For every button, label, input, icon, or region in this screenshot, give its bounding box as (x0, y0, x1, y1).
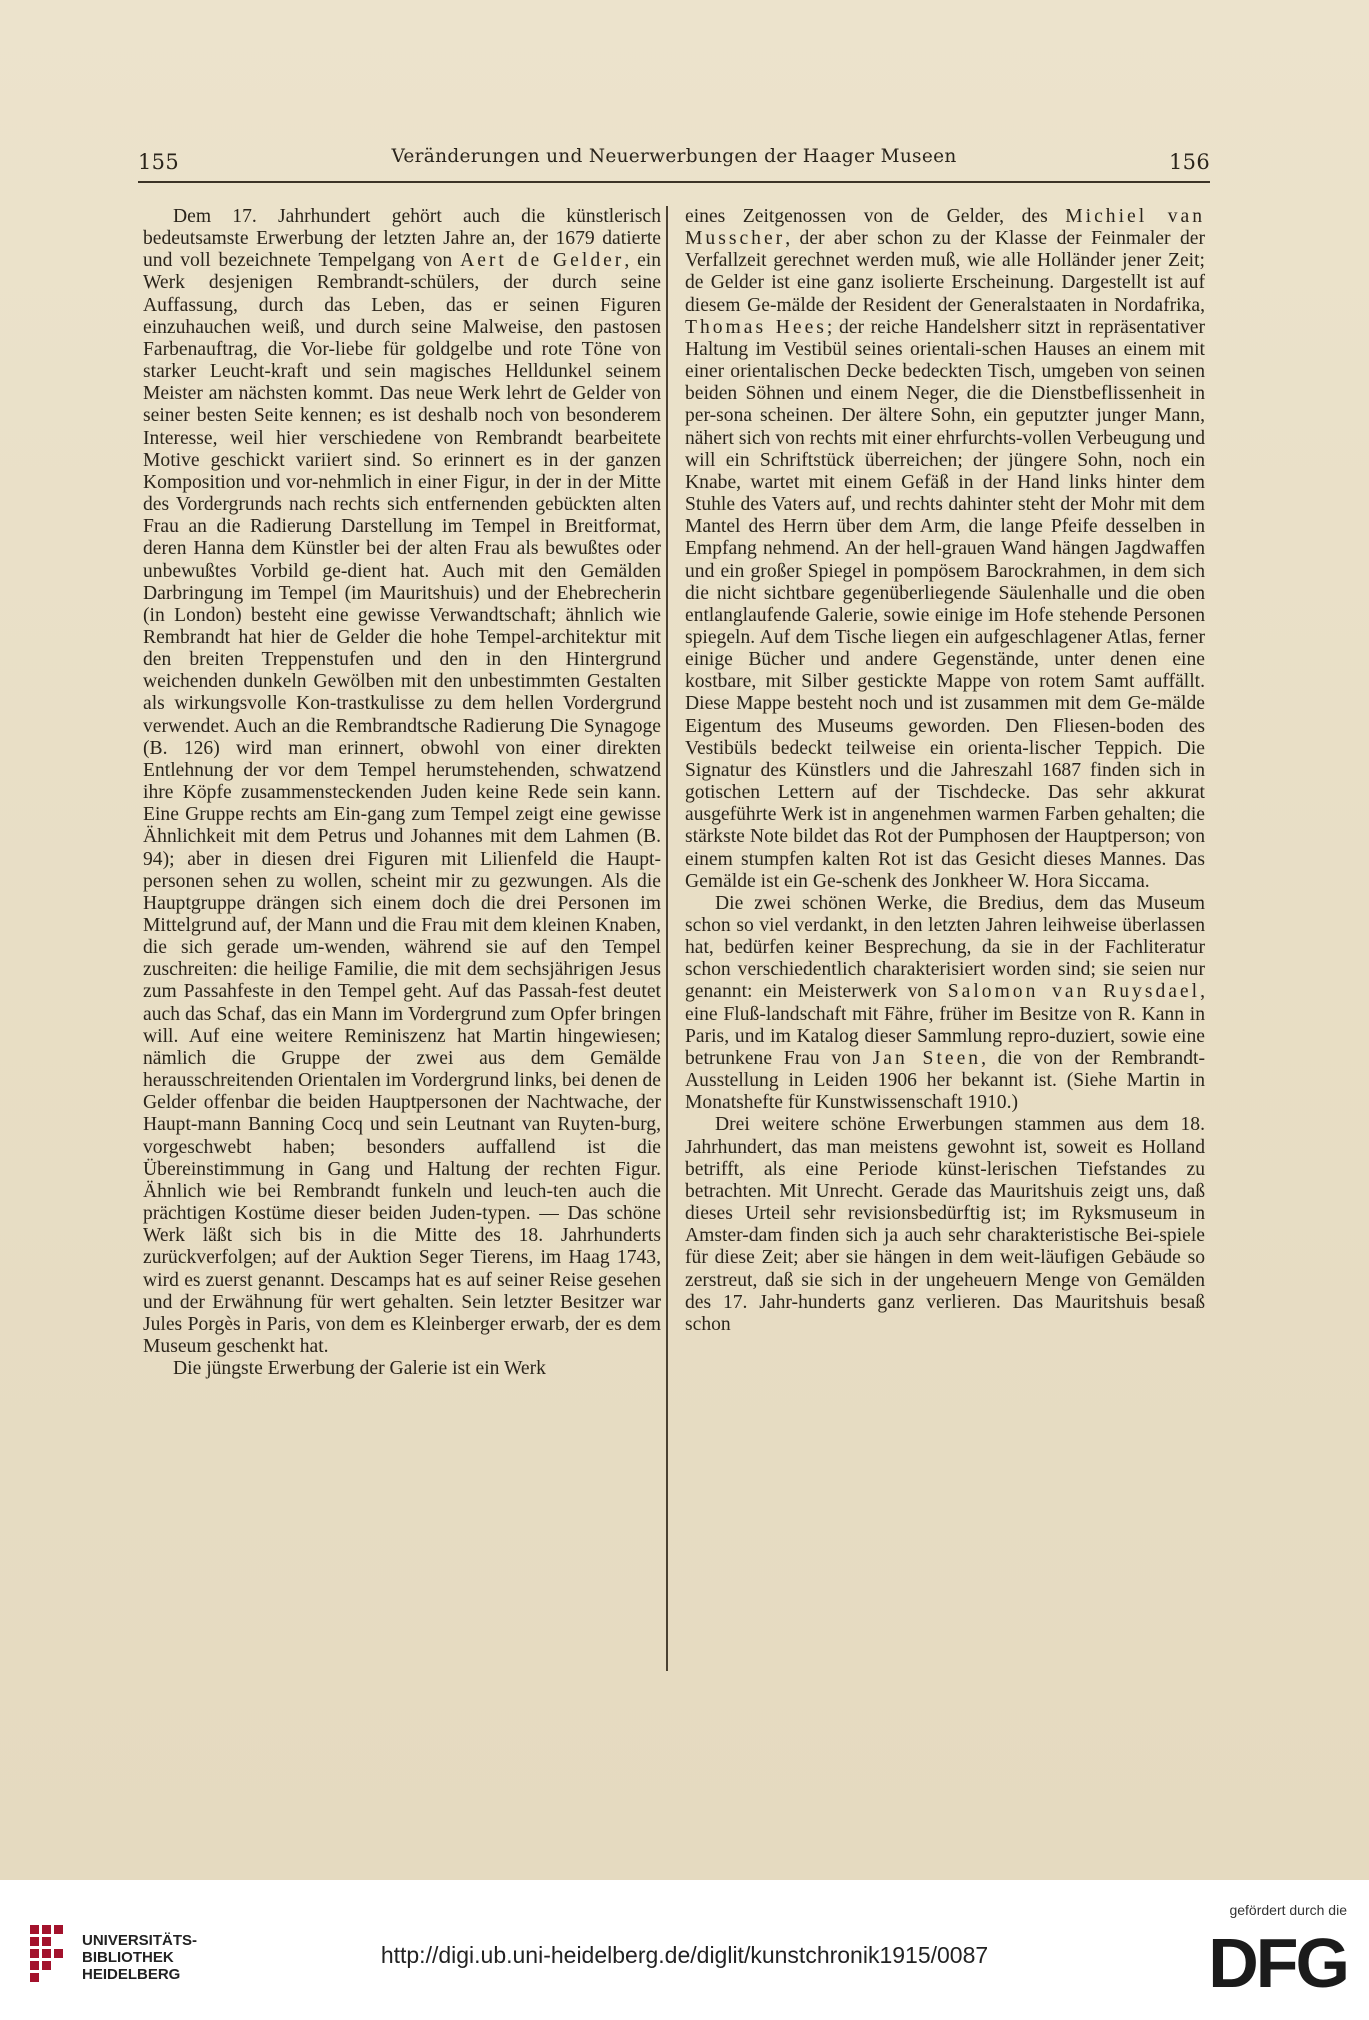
digitization-footer (0, 1880, 1369, 2020)
source-url-link[interactable]: http://digi.ub.uni-heidelberg.de/diglit/kunstchronik1915/0087 (380, 1942, 989, 1968)
paragraph: Die jüngste Erwerbung der Galerie ist ein Werk (173, 1358, 546, 1380)
running-head (138, 140, 1210, 180)
paragraph: Drei weitere schöne Erwerbungen stammen aus dem 18. Jahrhundert, das man meistens gewohnt ist, soweit es Holland betrifft, als eine Periode künst-lerischen Tiefstandes zu betrachten. Mit Unrecht. Gerade das Mauritshuis zeigt uns, daß dieses Urteil sehr revisionsbedürftig ist; im Ryksmuseum in Amster-dam finden sich ja auch sehr charakteristische Bei-spiele für diese Zeit; aber sie hängen in dem weit-läufigen Gebäude so zerstreut, daß sie sich in der ungeheuern Menge von Gemälden des 17. Jahr-hunderts ganz verlieren. Das Mauritshuis besaß schon (685, 1114, 1205, 1335)
artist-name: Aert de Gelder (460, 250, 625, 272)
paragraph: Dem 17. Jahrhundert gehört auch die künstlerisch bedeutsamste Erwerbung der letzten Jahre an, der 1679 datierte und voll bezeichnete Tempelgang von Aert de Gelder, ein Werk desjenigen Rembrandt-schülers, der durch seine Auffassung, durch das Leben, das er seinen Figuren einzuhauchen weiß, und durch seine Malweise, den pastosen Farbenauftrag, die Vor-liebe für goldgelbe und rote Töne von starker Leucht-kraft und sein magisches Helldunkel seinem Meister am nächsten kommt. Das neue Werk lehrt de Gelder von seiner besten Seite kennen; es ist deshalb noch von besonderem Interesse, weil hier verschiedene von Rembrandt bearbeitete Motive geschickt variiert sind. So erinnert es in der ganzen Komposition und vor-nehmlich in einer Figur, in der in der Mitte des Vordergrunds nach rechts sich entfernenden gebückten alten Frau an die Radierung Darstellung im Tempel in Breitformat, deren Hanna dem Künstler bei der alten Frau als bewußtes oder unbewußtes Vorbild ge-dient hat. Auch mit den Gemälden Darbringung im Tempel (im Mauritshuis) und der Ehebrecherin (in London) besteht eine gewisse Verwandtschaft; ähnlich wie Rembrandt hat hier de Gelder die hohe Tempel-architektur mit den breiten Treppenstufen und den in den Hintergrund weichenden dunkeln Gewölben mit den unbestimmten Gestalten als wirkungsvolle Kon-trastkulisse zu dem hellen Vordergrund verwendet. Auch an die Rembrandtsche Radierung Die Synagoge (B. 126) wird man erinnert, obwohl von einer direkten Entlehnung der vor dem Tempel herumstehenden, schwatzend ihre Köpfe zusammensteckenden Juden keine Rede sein kann. Eine Gruppe rechts am Ein-gang zum Tempel zeigt eine gewisse Ähnlichkeit mit dem Petrus und Johannes mit dem Lahmen (B. 94); aber in diesen drei Figuren mit Lilienfeld die Haupt-personen sehen zu wollen, scheint mir zu gezwungen. Als die Hauptgruppe drängen sich einem doch die drei Personen im Mittelgrund auf, der Mann und die Frau mit dem kleinen Knaben, die sich gerade um-wenden, während sie auf den Tempel zuschreiten: die heilige Familie, die mit dem sechsjährigen Jesus zum Passahfeste in den Tempel geht. Auf das Passah-fest deutet auch das Schaf, das ein Mann im Vordergrund zum Opfer bringen will. Auf eine weitere Reminiszenz hat Martin hingewiesen; nämlich die Gruppe der zwei aus dem Gemälde herausschreitenden Orientalen im Vordergrund links, bei denen de Gelder offenbar die beiden Hauptpersonen der Nachtwache, der Haupt-mann Banning Cocq und sein Leutnant van Ruyten-burg, vorgeschwebt haben; besonders auffallend ist die Übereinstimmung in Gang und Haltung der rechten Figur. Ähnlich wie bei Rembrandt funkeln und leuch-ten auch die prächtigen Kostüme dieser beiden Juden-typen. — Das schöne Werk läßt sich bis in die Mitte des 18. Jahrhunderts zurückverfolgen; auf der Auktion Seger Tierens, im Haag 1743, wird es zuerst genannt. Descamps hat es auf seiner Reise gesehen und der Erwähnung für wert gehalten. Sein letzter Besitzer war Jules Porgès in Paris, von dem es Kleinberger erwarb, der es dem Museum geschenkt hat. (143, 206, 662, 1357)
artist-name: Jan Steen (872, 1047, 982, 1069)
paragraph: eines Zeitgenossen von de Gelder, des Michiel van Musscher, der aber schon zu der Klasse der Feinmaler der Verfallzeit gerechnet werden muß, wie alle Holländer jener Zeit; de Gelder ist eine ganz isolierte Erscheinung. Dargestellt ist auf diesem Ge-mälde der Resident der Generalstaaten in Nordafrika, Thomas Hees; der reiche Handelsherr sitzt in repräsentativer Haltung im Vestibül seines orientali-schen Hauses an einem mit einer orientalischen Decke bedeckten Tisch, umgeben von seinen beiden Söhnen und einem Neger, die die Dienstbeflissenheit in per-sona scheinen. Der ältere Sohn, ein geputzter junger Mann, nähert sich von rechts mit einer ehrfurchts-vollen Verbeugung und will ein Schriftstück überreichen; der jüngere Sohn, noch ein Knabe, wartet mit einem Gefäß in der Hand links hinter dem Stuhle des Vaters auf, und rechts dahinter steht der Mohr mit dem Mantel des Herrn über dem Arm, die lange Pfeife desselben in Empfang nehmend. An der hell-grauen Wand hängen Jagdwaffen und ein großer Spiegel in pompösem Barockrahmen, in dem sich die nicht sichtbare gegenüberliegende Säulenhalle und die oben entlanglaufende Galerie, sowie einige im Hofe stehende Personen spiegeln. Auf dem Tische liegen ein aufgeschlagener Atlas, ferner einige Bücher und andere Gegenstände, unter denen eine kostbare, mit Silber gestickte Mappe von rotem Samt auffällt. Diese Mappe besteht noch und ist zusammen mit dem Ge-mälde Eigentum des Museums geworden. Den Fliesen-boden des Vestibüls bedeckt teilweise ein orienta-lischer Teppich. Die Signatur des Künstlers und die Jahreszahl 1687 finden sich in gotischen Lettern auf der Tischdecke. Das sehr akkurat ausgeführte Werk ist in angenehmen warmen Farben gehalten; die stärkste Note bildet das Rot der Pumphosen der Hauptperson; von einem stumpfen kalten Rot ist das Gesicht dieses Mannes. Das Gemälde ist ein Ge-schenk des Jonkheer W. Hora Siccama. (685, 206, 1205, 892)
artist-name: Michiel van Musscher (685, 206, 1205, 250)
dfg-logo-icon: DFG (1208, 1924, 1347, 2002)
artist-name: Salomon van Ruysdael (947, 981, 1201, 1003)
left-column (143, 206, 661, 1380)
funding-caption: gefördert durch die (1229, 1902, 1347, 1918)
paragraph: Die zwei schönen Werke, die Bredius, dem das Museum schon so viel verdankt, in den letzten Jahren leihweise überlassen hat, bedürfen keiner Besprechung, da sie in der Fachliteratur schon verschiedentlich charakterisiert worden sind; sie seien nur genannt: ein Meisterwerk von Salomon van Ruysdael, eine Fluß-landschaft mit Fähre, früher im Besitze von R. Kann in Paris, und im Katalog dieser Sammlung repro-duziert, sowie eine betrunkene Frau von Jan Steen, die von der Rembrandt-Ausstellung in Leiden 1906 her bekannt ist. (Siehe Martin in Monatshefte für Kunstwissenschaft 1910.) (685, 892, 1205, 1114)
right-column (685, 206, 1205, 1336)
sitter-name: Thomas Hees (685, 316, 827, 338)
page-number-right: 156 (1169, 150, 1210, 174)
header-rule (138, 181, 1210, 183)
page-number-left: 155 (138, 150, 179, 174)
column-divider (666, 206, 668, 1671)
library-name: UNIVERSITÄTS- BIBLIOTHEK HEIDELBERG (82, 1932, 198, 1983)
running-title: Veränderungen und Neuerwerbungen der Haager Museen (391, 146, 957, 167)
